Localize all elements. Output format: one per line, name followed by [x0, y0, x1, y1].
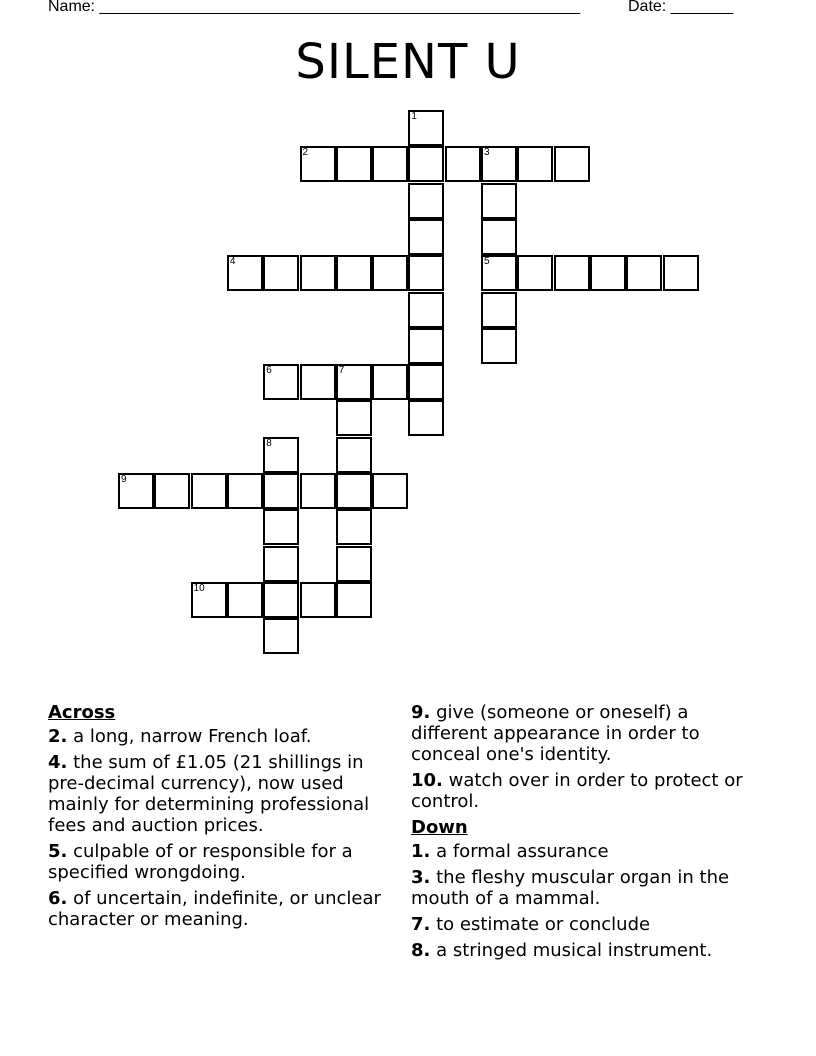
grid-cell[interactable]	[227, 582, 263, 618]
grid-cell[interactable]	[263, 582, 299, 618]
grid-cell[interactable]	[336, 364, 372, 400]
grid-cell[interactable]	[300, 582, 336, 618]
clue	[411, 702, 761, 765]
grid-cell[interactable]	[263, 255, 299, 291]
clue-text: culpable of or responsible for a specified wrongdoing.	[48, 841, 353, 883]
grid-cell[interactable]	[300, 255, 336, 291]
clue-text: give (someone or oneself) a different appearance in order to conceal one's identity.	[411, 702, 700, 765]
grid-cell[interactable]	[336, 255, 372, 291]
grid-cell[interactable]	[517, 146, 553, 182]
grid-cell[interactable]	[372, 364, 408, 400]
grid-cell[interactable]	[408, 400, 444, 436]
grid-cell[interactable]	[481, 219, 517, 255]
clue	[411, 914, 761, 935]
grid-cell[interactable]	[408, 219, 444, 255]
grid-cell[interactable]	[408, 255, 444, 291]
grid-cell[interactable]	[300, 146, 336, 182]
grid-cell[interactable]	[263, 364, 299, 400]
grid-cell[interactable]	[663, 255, 699, 291]
grid-cell[interactable]	[372, 146, 408, 182]
clue-number: 8.	[411, 940, 431, 961]
grid-cell[interactable]	[118, 473, 154, 509]
grid-cell[interactable]	[554, 255, 590, 291]
grid-cell[interactable]	[408, 292, 444, 328]
clue-number: 6.	[48, 888, 68, 909]
grid-cell[interactable]	[336, 400, 372, 436]
clue	[48, 841, 398, 883]
clue-number: 8	[266, 437, 272, 449]
grid-cell[interactable]	[191, 473, 227, 509]
grid-cell[interactable]	[481, 146, 517, 182]
down-heading: Down	[411, 817, 468, 838]
puzzle-title: SILENT U	[295, 34, 521, 90]
grid-cell[interactable]	[408, 183, 444, 219]
clue-number: 7.	[411, 914, 431, 935]
grid-cell[interactable]	[408, 328, 444, 364]
date-field-label: Date: _______	[628, 0, 733, 15]
name-field-label: Name: ______________________________________________________	[48, 0, 581, 15]
clues-right-column	[411, 702, 761, 966]
grid-cell[interactable]	[336, 146, 372, 182]
clue-number: 1	[411, 111, 417, 122]
clue-number: 6	[266, 365, 272, 377]
grid-cell[interactable]	[481, 183, 517, 219]
grid-cell[interactable]	[300, 473, 336, 509]
clue-text: the fleshy muscular organ in the mouth of a mammal.	[411, 867, 730, 909]
clue	[411, 841, 761, 862]
clue-number: 3	[484, 147, 490, 159]
grid-cell[interactable]	[445, 146, 481, 182]
clue-number: 4.	[48, 752, 68, 773]
grid-cell[interactable]	[336, 582, 372, 618]
grid-cell[interactable]	[227, 473, 263, 509]
grid-cell[interactable]	[336, 509, 372, 545]
grid-cell[interactable]	[336, 473, 372, 509]
grid-cell[interactable]	[263, 618, 299, 654]
clue-text: of uncertain, indefinite, or unclear character or meaning.	[48, 888, 381, 930]
grid-cell[interactable]	[263, 509, 299, 545]
clue-number: 2.	[48, 726, 68, 747]
clue-number: 9	[121, 474, 127, 485]
clue	[48, 888, 398, 930]
grid-cell[interactable]	[554, 146, 590, 182]
clue-number: 2	[302, 147, 309, 159]
grid-cell[interactable]	[590, 255, 626, 291]
grid-cell[interactable]	[263, 546, 299, 582]
clue	[411, 940, 761, 961]
clue-text: a stringed musical instrument.	[430, 940, 713, 961]
clue-number: 1.	[411, 841, 431, 862]
clue-text: to estimate or conclude	[430, 914, 651, 935]
grid-cell[interactable]	[408, 110, 444, 146]
clue-text: a formal assurance	[430, 841, 609, 862]
clue-number: 5.	[48, 841, 68, 862]
grid-cell[interactable]	[372, 255, 408, 291]
grid-cell[interactable]	[263, 437, 299, 473]
clue	[411, 770, 761, 812]
grid-cell[interactable]	[263, 473, 299, 509]
clue	[48, 726, 398, 747]
clue-number: 10	[193, 582, 205, 594]
clue-text: a long, narrow French loaf.	[67, 726, 312, 747]
clue-number: 9.	[411, 702, 431, 723]
grid-cell[interactable]	[154, 473, 190, 509]
grid-cell[interactable]	[408, 146, 444, 182]
grid-cell[interactable]	[481, 292, 517, 328]
clue-number: 5	[484, 256, 490, 268]
clue-number: 4	[229, 256, 236, 268]
clue-number: 7	[338, 365, 345, 377]
clue-number: 10.	[411, 770, 443, 791]
grid-cell[interactable]	[626, 255, 662, 291]
clue	[411, 867, 761, 909]
clue-number: 3.	[411, 867, 431, 888]
clues-left-column	[48, 702, 398, 935]
grid-cell[interactable]	[481, 255, 517, 291]
grid-cell[interactable]	[300, 364, 336, 400]
clue-text: watch over in order to protect or control.	[411, 770, 743, 812]
grid-cell[interactable]	[336, 546, 372, 582]
grid-cell[interactable]	[408, 364, 444, 400]
clue	[48, 752, 398, 836]
grid-cell[interactable]	[227, 255, 263, 291]
grid-cell[interactable]	[372, 473, 408, 509]
across-heading: Across	[48, 702, 116, 723]
grid-cell[interactable]	[336, 437, 372, 473]
grid-cell[interactable]	[191, 582, 227, 618]
clue-text: the sum of £1.05 (21 shillings in pre-decimal currency), now used mainly for determining professional fees and auction prices.	[48, 752, 370, 836]
grid-cell[interactable]	[517, 255, 553, 291]
grid-cell[interactable]	[481, 328, 517, 364]
